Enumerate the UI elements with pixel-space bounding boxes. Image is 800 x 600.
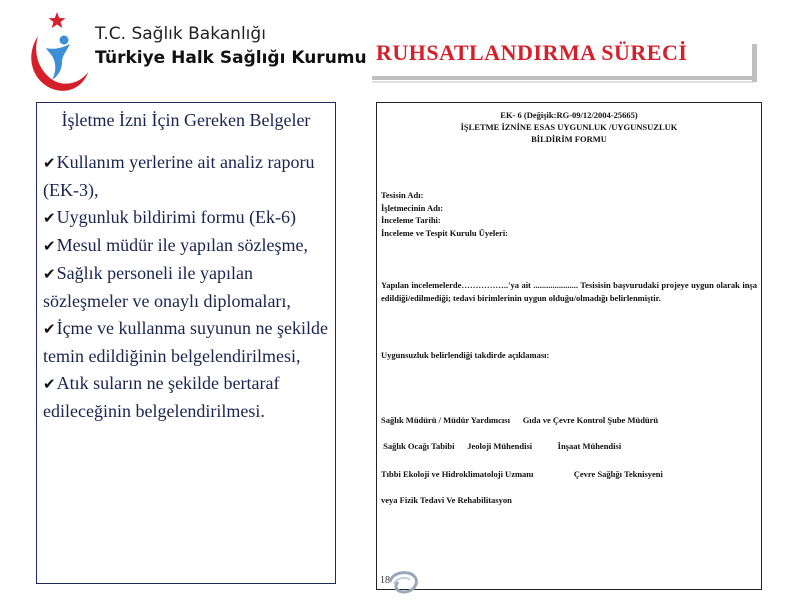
title-underline xyxy=(372,76,754,80)
form-title-line1: İŞLETME İZNİNE ESAS UYGUNLUK /UYGUNSUZLUK xyxy=(460,122,678,132)
form-annex-label: EK- 6 (Değişik:RG-09/12/2004-25665) xyxy=(500,110,638,120)
form-field-committee: İnceleme ve Tespit Kurulu Üyeleri: xyxy=(381,227,509,238)
list-item-text: İçme ve kullanma suyunun ne şekilde temin edildiğinin belgelendirilmesi, xyxy=(43,318,329,366)
list-item-text: Sağlık personeli ile yapılan sözleşmeler ve onaylı diplomaları, xyxy=(43,263,291,311)
star-icon xyxy=(49,12,66,28)
signature-row: Tıbbi Ekoloji ve Hidroklimatoloji Uzmanı Çevre Sağlığı Teknisyeni xyxy=(381,469,663,479)
ministry-logo xyxy=(24,10,90,96)
required-documents-panel xyxy=(36,102,336,584)
form-field-date: İnceleme Tarihi: xyxy=(381,215,441,225)
form-field-facility: Tesisin Adı: xyxy=(381,190,424,200)
figure-body-icon xyxy=(46,44,70,80)
slide-title: RUHSATLANDIRMA SÜRECİ xyxy=(376,40,688,65)
page-number: 18 xyxy=(380,575,390,586)
list-item-text: Kullanım yerlerine ait analiz raporu (EK-3), xyxy=(43,152,315,200)
list-item xyxy=(43,260,329,315)
conformity-form-document xyxy=(376,102,762,590)
documents-list xyxy=(43,149,329,425)
signature-row: Sağlık Ocağı Tabibi Jeoloji Mühendisi İnşaat Mühendisi xyxy=(381,441,622,451)
checkmark-icon: ✔ xyxy=(43,154,56,172)
list-item-text: Mesul müdür ile yapılan sözleşme, xyxy=(56,235,309,255)
list-item-text: Atık suların ne şekilde bertaraf edileceğinin belgelendirilmesi. xyxy=(43,373,280,421)
panel-heading: İşletme İzni İçin Gereken Belgeler xyxy=(61,110,311,130)
checkmark-icon: ✔ xyxy=(43,320,56,338)
checkmark-icon: ✔ xyxy=(43,209,56,227)
checkmark-icon: ✔ xyxy=(43,265,56,283)
form-header xyxy=(377,103,761,145)
swirl-logo-icon xyxy=(384,568,424,596)
title-side-bar xyxy=(752,44,757,82)
list-item-text: Uygunluk bildirimi formu (Ek-6) xyxy=(56,207,297,227)
form-fields xyxy=(381,189,757,239)
form-statement: Yapılan incelemelerde……………..'ya ait ..................... Tesisisin başvurudaki projeye uygun olarak inşa edildiği/edilmediği; tedavi birimlerinin uygun olduğu/olmadığı belirlenmiştir. xyxy=(381,280,757,303)
list-item xyxy=(43,149,329,204)
checkmark-icon: ✔ xyxy=(43,375,56,393)
figure-head-icon xyxy=(60,36,69,45)
list-item xyxy=(43,204,329,232)
signature-row: Sağlık Müdürü / Müdür Yardımcısı Gıda ve Çevre Kontrol Şube Müdürü xyxy=(381,415,659,425)
list-item xyxy=(43,370,329,425)
institution-name: Türkiye Halk Sağlığı Kurumu xyxy=(95,48,367,68)
checkmark-icon: ✔ xyxy=(43,237,56,255)
form-title-line2: BİLDİRİM FORMU xyxy=(531,134,607,144)
list-item xyxy=(43,232,329,260)
form-field-operator: İşletmecinin Adı: xyxy=(381,202,444,213)
ministry-name: T.C. Sağlık Bakanlığı xyxy=(95,24,266,44)
form-nonconformity: Uygunsuzluk belirlendiği takdirde açıklaması: xyxy=(381,350,550,360)
title-underline-shadow xyxy=(372,81,754,83)
signature-row: veya Fizik Tedavi Ve Rehabilitasyon xyxy=(381,495,512,505)
list-item xyxy=(43,315,329,370)
